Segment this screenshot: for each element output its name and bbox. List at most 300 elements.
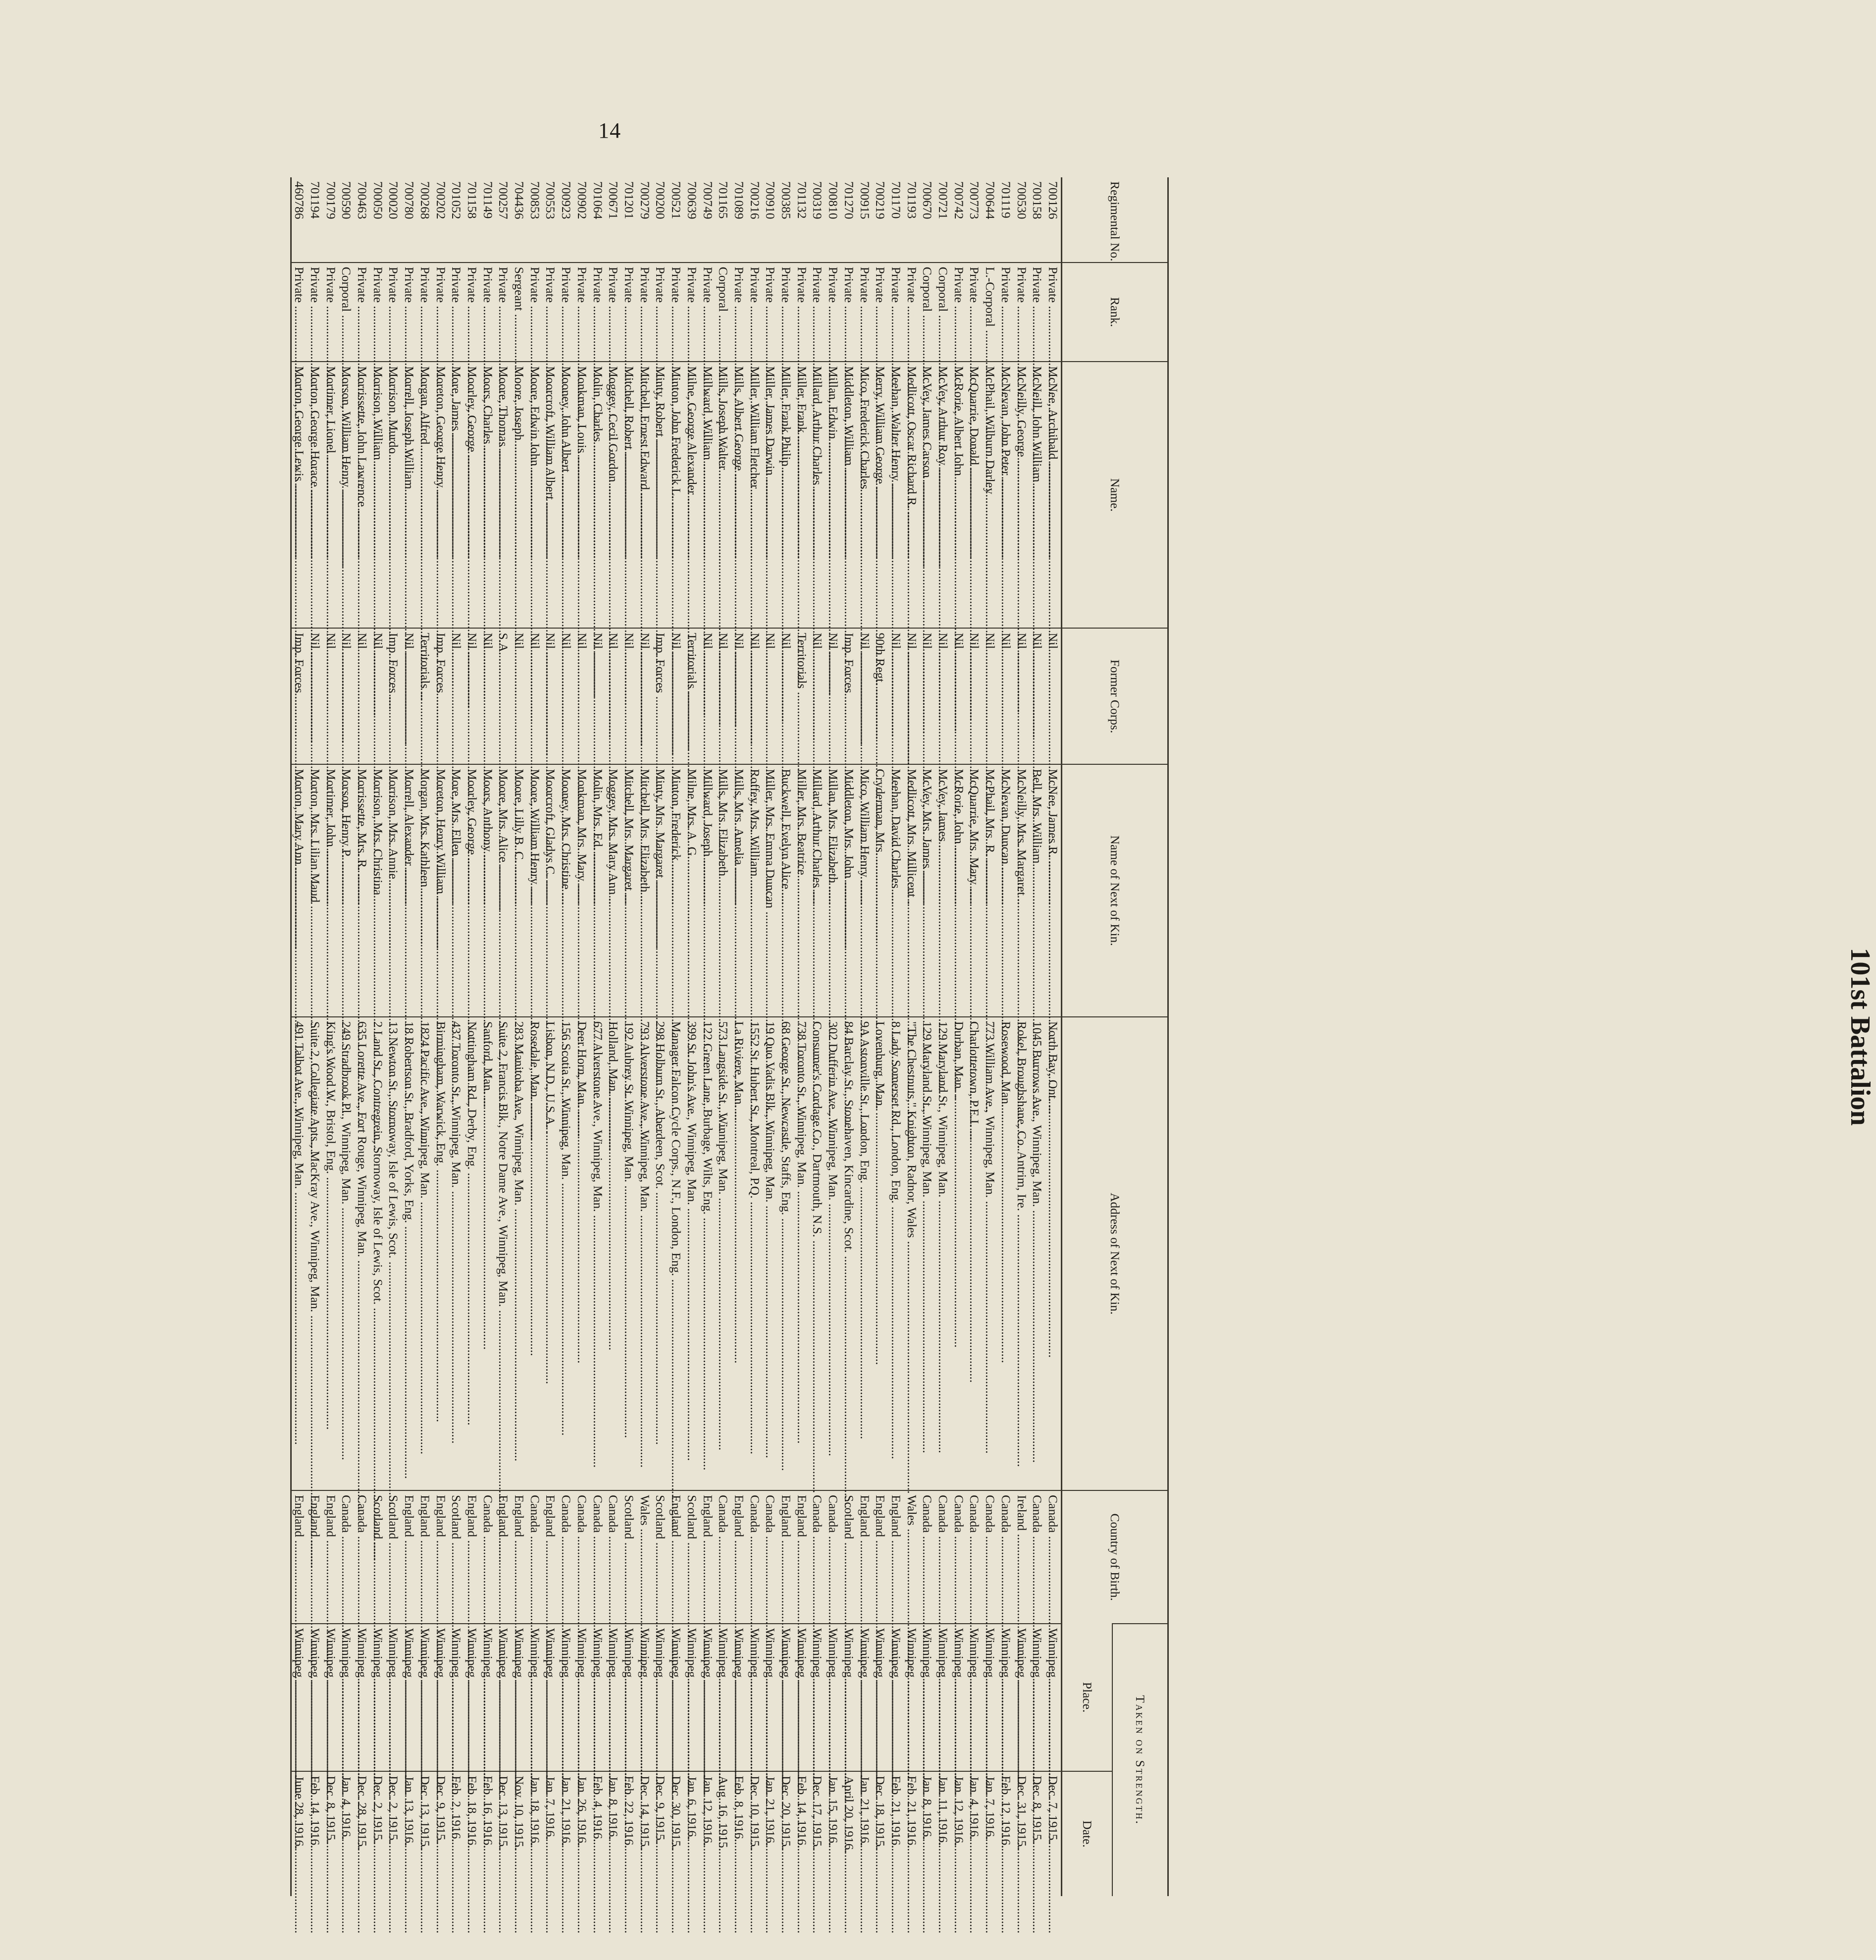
address-cell: 156 Scotia St., Winnipeg, Man. ..... [559,1017,574,1490]
former-corps-cell: Nil ..... [323,628,339,764]
header-date: Date. [1062,1771,1113,1896]
place-cell: Winnipeg ..... [621,1624,637,1771]
date-cell: Dec. 9, 1915. [433,1771,449,1896]
former-corps-cell: Nil ..... [1014,628,1030,764]
place-cell: Winnipeg ..... [480,1624,496,1771]
next-of-kin-cell: Mooney, Mrs. Christine ..... [559,764,574,1017]
table-row [700,177,716,1896]
place-cell: Winnipeg ..... [920,1624,936,1771]
address-cell: 399 St. John's Ave., Winnipeg, Man. ..... [684,1017,700,1490]
date-cell: Jan. 12, 1916. [700,1771,716,1896]
next-of-kin-cell: Milne, Mrs. A. G. ..... [684,764,700,1017]
name-cell: McQuarrie, Donald ..... [967,362,983,628]
name-cell: Morrison, William ..... [370,362,386,628]
name-cell: Morgan, Alfred ..... [417,362,433,628]
regimental-no-cell: 700671 [606,181,621,219]
former-corps-cell: Nil ..... [339,628,355,764]
former-corps-cell: 90th Regt. ..... [873,628,888,764]
rank-cell: Private ..... [857,263,873,362]
address-cell: Suite 2, Francis Blk., Notre Dame Ave., Winnipeg, Man. ..... [496,1017,512,1490]
name-cell: Morton, George Lewis ..... [291,362,307,628]
country-cell: England ..... [668,1490,684,1624]
name-cell: McNee, Archibald ..... [1045,362,1061,628]
date-cell: Dec. 2, 1915. [370,1771,386,1896]
next-of-kin-cell: McVey, Mrs. James ..... [920,764,936,1017]
regimental-no-cell: 700742 [951,181,966,219]
address-cell: 18 Robertson St., Bradford, Yorks, Eng. ..... [401,1017,417,1490]
date-cell: Jan. 6, 1916. [684,1771,700,1896]
address-cell: 793 Alverstone Ave., Winnipeg, Man. ..... [637,1017,653,1490]
regimental-no-cell: 704436 [512,181,527,219]
name-cell: Mills, Joseph Walter ..... [716,362,731,628]
place-cell: Winnipeg ..... [857,1624,873,1771]
place-cell: Winnipeg ..... [307,1624,323,1771]
name-cell: Merry, William George ..... [873,362,888,628]
place-cell: Winnipeg ..... [590,1624,606,1771]
rank-cell: Private ..... [904,263,920,362]
place-cell: Winnipeg ..... [464,1624,480,1771]
address-cell: 1552 St. Hubert St., Montreal, P.Q. ..... [747,1017,763,1490]
page-number: 14 [598,118,621,143]
country-cell: Canada ..... [935,1490,951,1624]
rank-cell: Private ..... [747,263,763,362]
date-cell: Jan. 13, 1916. [401,1771,417,1896]
regimental-no-cell: 700639 [684,181,699,219]
date-cell: Jan. 21, 1916. [857,1771,873,1896]
regimental-no-cell: 700179 [323,181,338,219]
date-cell: Dec. 31, 1915. [1014,1771,1030,1896]
name-cell: More, James ..... [449,362,465,628]
name-cell: Medlicott, Oscar Richard R. ..... [904,362,920,628]
name-cell: Miller, Frank Philip ..... [778,362,794,628]
former-corps-cell: Nil ..... [998,628,1014,764]
table-row [998,177,1014,1896]
former-corps-cell: Nil ..... [888,628,904,764]
name-cell: Mitchell, Ernest Edward ..... [637,362,653,628]
country-cell: Canada ..... [920,1490,936,1624]
place-cell: Winnipeg ..... [967,1624,983,1771]
former-corps-cell: Imp. Forces ..... [653,628,669,764]
battalion-title: 101st Battalion [1845,948,1876,1126]
name-cell: Monkman, Louis ..... [574,362,590,628]
next-of-kin-cell: Morton, Mary Ann ..... [291,764,307,1017]
country-cell: England ..... [433,1490,449,1624]
name-cell: Moreton, George Henry ..... [433,362,449,628]
rank-cell: Corporal ..... [339,263,355,362]
rank-cell: Private ..... [653,263,669,362]
date-cell: Feb. 18, 1916. [464,1771,480,1896]
header-next-of-kin: Name of Next of Kin. [1062,764,1168,1017]
address-cell: 122 Green Lane, Burbage, Wilts, Eng. ..... [700,1017,716,1490]
name-cell: Miller, Frank ..... [794,362,810,628]
rank-cell: Private ..... [967,263,983,362]
country-cell: Scotland ..... [386,1490,402,1624]
name-cell: Morton, George Horace ..... [307,362,323,628]
next-of-kin-cell: Millward, Joseph ..... [700,764,716,1017]
country-cell: England ..... [543,1490,559,1624]
country-cell: Wales ..... [637,1490,653,1624]
former-corps-cell: Nil ..... [920,628,936,764]
date-cell: Aug. 16, 1915. [716,1771,731,1896]
header-regimental-no: Regimental No. [1062,177,1168,263]
country-cell: Canada ..... [716,1490,731,1624]
date-cell: Jan. 4, 1916. [967,1771,983,1896]
address-cell: Rosewood, Man. ..... [998,1017,1014,1490]
country-cell: England ..... [778,1490,794,1624]
rank-cell: Private ..... [354,263,370,362]
name-cell: Mitchell, Robert ..... [621,362,637,628]
rank-cell: Private ..... [684,263,700,362]
former-corps-cell: Nil ..... [825,628,841,764]
place-cell: Winnipeg ..... [778,1624,794,1771]
name-cell: Mills, Albert George ..... [731,362,747,628]
date-cell: Dec. 18, 1915. [873,1771,888,1896]
former-corps-cell: Imp. Forces ..... [433,628,449,764]
rank-cell: Private ..... [480,263,496,362]
country-cell: Canada ..... [606,1490,622,1624]
address-cell: 283 Manitoba Ave., Winnipeg, Man. ..... [511,1017,527,1490]
table-row [653,177,669,1896]
next-of-kin-cell: Morrison, Mrs. Christina ..... [370,764,386,1017]
address-cell: 1045 Burrows Ave., Winnipeg, Man. ..... [1030,1017,1045,1490]
rank-cell: Private ..... [700,263,716,362]
rank-cell: Private ..... [574,263,590,362]
place-cell: Winnipeg ..... [668,1624,684,1771]
date-cell: Dec. 20, 1915. [778,1771,794,1896]
date-cell: Nov. 10, 1915. [511,1771,527,1896]
address-cell: 635 Lorette Ave., Fort Rouge, Winnipeg, Man. ..... [354,1017,370,1490]
header-rank: Rank. [1062,263,1168,362]
regimental-no-cell: 700915 [857,181,872,219]
address-cell: 491 Talbot Ave., Winnipeg, Man. ..... [291,1017,307,1490]
place-cell: Winnipeg ..... [449,1624,465,1771]
table-row [574,177,590,1896]
table-row [637,177,653,1896]
next-of-kin-cell: Cryderman, Mrs. ..... [873,764,888,1017]
rank-cell: Private ..... [998,263,1014,362]
country-cell: Scotland ..... [653,1490,669,1624]
regimental-no-cell: 701165 [716,181,731,219]
next-of-kin-cell: Monkman, Mrs. Mary ..... [574,764,590,1017]
table-row [621,177,637,1896]
address-cell: 298 Holburn St., Aberdeen, Scot. ..... [653,1017,669,1490]
date-cell: Feb. 4, 1916. [590,1771,606,1896]
regimental-no-cell: 700020 [386,181,401,219]
name-cell: McNevan, John Peter ..... [998,362,1014,628]
date-cell: Feb. 12, 1916. [998,1771,1014,1896]
former-corps-cell: Nil ..... [621,628,637,764]
rank-cell: Private ..... [433,263,449,362]
next-of-kin-cell: Millan, Mrs. Elizabeth ..... [825,764,841,1017]
regimental-no-cell: 701170 [888,181,903,219]
table-row [935,177,951,1896]
roster-body [291,177,1061,1896]
former-corps-cell: Imp. Forces ..... [841,628,857,764]
regimental-no-cell: 700910 [763,181,778,219]
table-row [496,177,512,1896]
country-cell: England ..... [307,1490,323,1624]
former-corps-cell: Nil ..... [543,628,559,764]
table-row [763,177,779,1896]
date-cell: Jan. 7, 1916. [543,1771,559,1896]
country-cell: England ..... [323,1490,339,1624]
regimental-no-cell: 701064 [590,181,605,219]
date-cell: Feb. 14, 1916. [307,1771,323,1896]
regimental-no-cell: 700590 [339,181,354,219]
address-cell: Rokel, Broughshane, Co. Antrim, Ire. ..... [1014,1017,1030,1490]
former-corps-cell: Nil ..... [967,628,983,764]
address-cell: Lisbon, N.D., U.S.A. ..... [543,1017,559,1490]
rank-cell: Private ..... [291,263,307,362]
date-cell: Dec. 10, 1915. [747,1771,763,1896]
name-cell: McNeill, John William ..... [1030,362,1045,628]
former-corps-cell: Nil ..... [935,628,951,764]
country-cell: Canada ..... [763,1490,779,1624]
next-of-kin-cell: Mills, Mrs. Amelia ..... [731,764,747,1017]
date-cell: Dec. 14, 1915. [637,1771,653,1896]
country-cell: Scotland ..... [449,1490,465,1624]
next-of-kin-cell: Moore, William Henry ..... [527,764,543,1017]
date-cell: Feb. 16, 1916. [480,1771,496,1896]
table-row [920,177,936,1896]
address-cell: King's Wood W., Bristol, Eng. ..... [323,1017,339,1490]
regimental-no-cell: 700923 [559,181,574,219]
regimental-no-cell: 700319 [810,181,825,219]
next-of-kin-cell: Middleton, Mrs. John ..... [841,764,857,1017]
former-corps-cell: Nil ..... [606,628,622,764]
name-cell: Moore, Joseph ..... [511,362,527,628]
date-cell: Jan. 8, 1916. [606,1771,622,1896]
date-cell: Dec. 9, 1915. [653,1771,669,1896]
table-row [888,177,904,1896]
name-cell: Mico, Frederick Charles ..... [857,362,873,628]
table-row [1030,177,1045,1896]
regimental-no-cell: 701201 [622,181,637,219]
place-cell: Winnipeg ..... [747,1624,763,1771]
rank-cell: Private ..... [527,263,543,362]
next-of-kin-cell: Molin, Mrs. Ed. ..... [590,764,606,1017]
country-cell: England ..... [291,1490,307,1624]
address-cell: 1824 Pacific Ave., Winnipeg, Man. ..... [417,1017,433,1490]
former-corps-cell: Imp. Forces ..... [291,628,307,764]
former-corps-cell: Nil ..... [1030,628,1045,764]
next-of-kin-cell: McRorie, John ..... [951,764,967,1017]
former-corps-cell: Nil ..... [778,628,794,764]
place-cell: Winnipeg ..... [810,1624,826,1771]
roster-table [290,177,1169,1896]
country-cell: Canada ..... [998,1490,1014,1624]
date-cell: June 28, 1916. [291,1771,307,1896]
regimental-no-cell: 700644 [983,181,998,219]
former-corps-cell: Nil ..... [1045,628,1061,764]
regimental-no-cell: 700810 [826,181,841,219]
address-cell: 2 Land St., Contregrein, Stornoway, Isle of Lewis, Scot. ..... [370,1017,386,1490]
name-cell: Milne, George Alexander ..... [684,362,700,628]
name-cell: Middleton, William ..... [841,362,857,628]
rank-cell: Private ..... [386,263,402,362]
table-row [449,177,465,1896]
regimental-no-cell: 700268 [417,181,432,219]
address-cell: "The Chestnuts," Knighton, Radnor, Wales ..... [904,1017,920,1490]
header-former-corps: Former Corps. [1062,628,1168,764]
table-row [873,177,888,1896]
place-cell: Winnipeg ..... [763,1624,779,1771]
rank-cell: Private ..... [559,263,574,362]
former-corps-cell: Nil ..... [951,628,967,764]
name-cell: McVey, James Carson ..... [920,362,936,628]
name-cell: McNeilly, George ..... [1014,362,1030,628]
rank-cell: Private ..... [606,263,622,362]
next-of-kin-cell: Mitchell, Mrs. Elizabeth ..... [637,764,653,1017]
address-cell: Sanford, Man. ..... [480,1017,496,1490]
country-cell: Canada ..... [480,1490,496,1624]
name-cell: Millard, Arthur Charles ..... [810,362,826,628]
rank-cell: Private ..... [370,263,386,362]
next-of-kin-cell: More, Mrs. Ellen ..... [449,764,465,1017]
rotated-roster [277,177,1876,1896]
name-cell: Minton, John Frederick L. ..... [668,362,684,628]
regimental-no-cell: 700385 [779,181,794,219]
regimental-no-cell: 700216 [747,181,762,219]
place-cell: Winnipeg ..... [1030,1624,1045,1771]
address-cell: 249 Stradbrook Pl., Winnipeg, Man. ..... [339,1017,355,1490]
rank-cell: Private ..... [543,263,559,362]
former-corps-cell: Territorials ..... [794,628,810,764]
next-of-kin-cell: McNevan, Duncan ..... [998,764,1014,1017]
next-of-kin-cell: McNeilly, Mrs. Margaret ..... [1014,764,1030,1017]
header-address: Address of Next of Kin. [1062,1017,1168,1490]
date-cell: Feb. 2, 1916. [449,1771,465,1896]
date-cell: Jan. 7, 1916. [982,1771,998,1896]
rank-cell: Private ..... [888,263,904,362]
place-cell: Winnipeg ..... [574,1624,590,1771]
next-of-kin-cell: Mico, William Henry ..... [857,764,873,1017]
place-cell: Winnipeg ..... [982,1624,998,1771]
former-corps-cell: Nil ..... [511,628,527,764]
regimental-no-cell: 701132 [794,181,809,219]
country-cell: England ..... [700,1490,716,1624]
country-cell: Scotland ..... [370,1490,386,1624]
header-taken-on-strength: Taken on Strength. [1112,1624,1168,1896]
name-cell: Morson, William Henry ..... [339,362,355,628]
place-cell: Winnipeg ..... [951,1624,967,1771]
rank-cell: Private ..... [590,263,606,362]
place-cell: Winnipeg ..... [825,1624,841,1771]
address-cell: 129 Maryland St., Winnipeg, Man. ..... [935,1017,951,1490]
place-cell: Winnipeg ..... [606,1624,622,1771]
next-of-kin-cell: Millard, Arthur Charles ..... [810,764,826,1017]
table-row [668,177,684,1896]
place-cell: Winnipeg ..... [527,1624,543,1771]
date-cell: Jan. 26, 1916. [574,1771,590,1896]
date-cell: April 20, 1916. [841,1771,857,1896]
former-corps-cell: Nil ..... [527,628,543,764]
country-cell: Scotland ..... [621,1490,637,1624]
table-row [323,177,339,1896]
name-cell: Moors, Charles ..... [480,362,496,628]
country-cell: Canada ..... [747,1490,763,1624]
name-cell: Morrell, Joseph William ..... [401,362,417,628]
place-cell: Winnipeg ..... [653,1624,669,1771]
table-row [559,177,574,1896]
former-corps-cell: S.A. ..... [496,628,512,764]
table-row [543,177,559,1896]
place-cell: Winnipeg ..... [401,1624,417,1771]
next-of-kin-cell: Minty, Mrs. Margaret ..... [653,764,669,1017]
date-cell: Jan. 15, 1916. [825,1771,841,1896]
rank-cell: Private ..... [873,263,888,362]
table-row [967,177,983,1896]
name-cell: Mooney, John Albert ..... [559,362,574,628]
regimental-no-cell: 700257 [496,181,511,219]
regimental-no-cell: 700279 [637,181,652,219]
table-row [747,177,763,1896]
rank-cell: Corporal ..... [716,263,731,362]
address-cell: 738 Toronto St., Winnipeg, Man. ..... [794,1017,810,1490]
next-of-kin-cell: Morrissette, Mrs. R. ..... [354,764,370,1017]
rank-cell: Private ..... [778,263,794,362]
place-cell: Winnipeg ..... [291,1624,307,1771]
regimental-no-cell: 701158 [465,181,479,219]
former-corps-cell: Nil ..... [763,628,779,764]
table-row [433,177,449,1896]
next-of-kin-cell: Morson, Henry P. ..... [339,764,355,1017]
name-cell: Morrison, Murdo ..... [386,362,402,628]
regimental-no-cell: 701052 [449,181,464,219]
regimental-no-cell: 700853 [527,181,542,219]
country-cell: Wales ..... [904,1490,920,1624]
place-cell: Winnipeg ..... [1014,1624,1030,1771]
country-cell: England ..... [511,1490,527,1624]
address-cell: 677 Alverstone Ave., Winnipeg, Man. ..... [590,1017,606,1490]
rank-cell: Private ..... [1030,263,1045,362]
former-corps-cell: Imp. Forces ..... [386,628,402,764]
next-of-kin-cell: Roffey, Mrs. William ..... [747,764,763,1017]
regimental-no-cell: 701193 [904,181,919,219]
address-cell: North Bay, Ont. ..... [1045,1017,1061,1490]
country-cell: England ..... [888,1490,904,1624]
table-row [825,177,841,1896]
name-cell: Mortimer, Lionel ..... [323,362,339,628]
regimental-no-cell: 700780 [402,181,417,219]
former-corps-cell: Nil ..... [449,628,465,764]
place-cell: Winnipeg ..... [559,1624,574,1771]
date-cell: Dec. 13, 1915. [417,1771,433,1896]
address-cell: Birmingham, Warwick, Eng. ..... [433,1017,449,1490]
address-cell: Manager Falcon Cycle Corps., N.F., London, Eng. ..... [668,1017,684,1490]
next-of-kin-cell: Morgan, Mrs. Kathleen ..... [417,764,433,1017]
table-row [417,177,433,1896]
former-corps-cell: Nil ..... [904,628,920,764]
place-cell: Winnipeg ..... [998,1624,1014,1771]
country-cell: Canada ..... [559,1490,574,1624]
next-of-kin-cell: Meehan, David Charles ..... [888,764,904,1017]
regimental-no-cell: 700553 [543,181,558,219]
next-of-kin-cell: Medlicott, Mrs. Millicent ..... [904,764,920,1017]
country-cell: Canada ..... [810,1490,826,1624]
rank-cell: Private ..... [841,263,857,362]
next-of-kin-cell: Moreton, Henry William ..... [433,764,449,1017]
rank-cell: Private ..... [307,263,323,362]
next-of-kin-cell: Buckwell, Evelyn Alice ..... [778,764,794,1017]
date-cell: Feb. 8, 1916. [731,1771,747,1896]
place-cell: Winnipeg ..... [731,1624,747,1771]
table-row [951,177,967,1896]
date-cell: Feb. 14, 1916. [794,1771,810,1896]
next-of-kin-cell: Miller, Mrs. Emma Duncan ..... [763,764,779,1017]
date-cell: Dec. 8, 1915. [323,1771,339,1896]
country-cell: Canada ..... [967,1490,983,1624]
